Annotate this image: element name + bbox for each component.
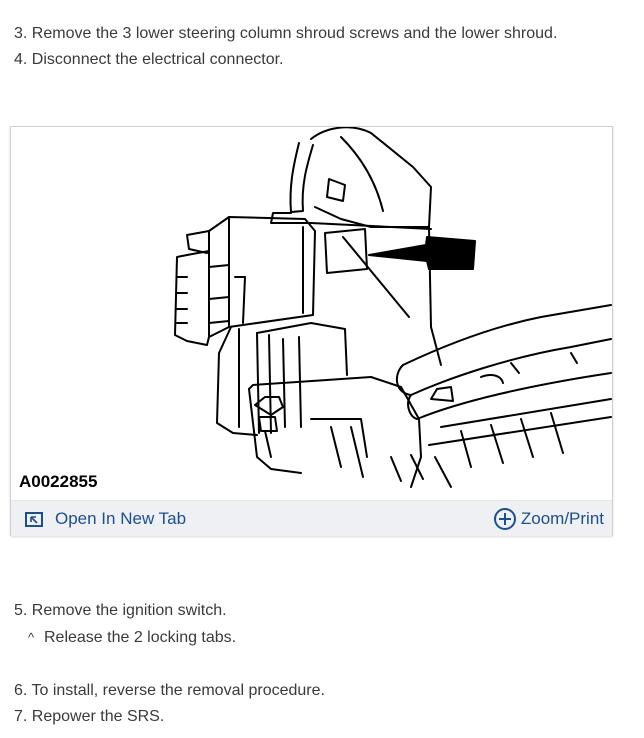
zoom-print-label: Zoom/Print bbox=[520, 508, 604, 528]
zoom-print-button[interactable] bbox=[493, 501, 604, 536]
step-3: 3. Remove the 3 lower steering column shroud screws and the lower shroud. bbox=[14, 25, 558, 42]
step-5-substep-text: Release the 2 locking tabs. bbox=[44, 629, 237, 646]
substep-marker: ^ bbox=[28, 630, 35, 645]
figure-toolbar bbox=[11, 500, 612, 536]
step-4: 4. Disconnect the electrical connector. bbox=[14, 51, 284, 68]
step-7: 7. Repower the SRS. bbox=[14, 708, 165, 725]
ignition-switch-illustration bbox=[11, 127, 612, 499]
open-new-tab-icon bbox=[25, 511, 55, 527]
step-6: 6. To install, reverse the removal procedure. bbox=[14, 682, 325, 699]
figure-id: A0022855 bbox=[19, 472, 98, 491]
step-5-substep bbox=[28, 628, 236, 648]
figure-card bbox=[10, 126, 613, 536]
step-5: 5. Remove the ignition switch. bbox=[14, 602, 227, 619]
open-in-new-tab-button[interactable] bbox=[25, 501, 186, 536]
plus-circle-icon bbox=[493, 507, 521, 531]
open-in-new-tab-label: Open In New Tab bbox=[55, 508, 187, 528]
